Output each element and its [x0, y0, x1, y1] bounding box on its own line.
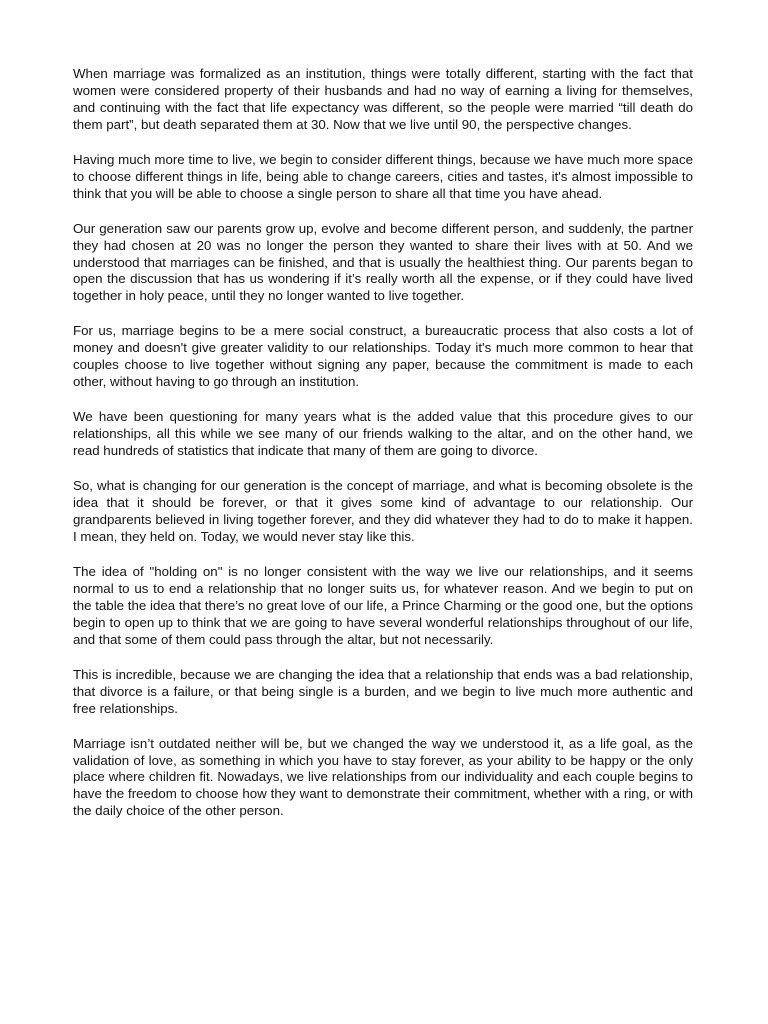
paragraph-3: Our generation saw our parents grow up, evolve and become different person, and suddenly, the partner they had chosen at 20 was no longer the person they wanted to share their lives with at 50. And we understood that marriages can be finished, and that is usually the healthiest thing. Our parents began to open the discussion that has us wondering if it’s really worth all the expense, or if they could have lived together in holy peace, until they no longer wanted to live together. — [73, 220, 693, 304]
paragraph-6: So, what is changing for our generation is the concept of marriage, and what is becoming obsolete is the idea that it should be forever, or that it gives some kind of advantage to our relationship. Our grandparents believed in living together forever, and they did whatever they had to do to make it happen. I mean, they held on. Today, we would never stay like this. — [73, 478, 693, 544]
paragraph-2: Having much more time to live, we begin to consider different things, because we have much more space to choose different things in life, being able to change careers, cities and tastes, it's almost impossible to think that you will be able to choose a single person to share all that time you have ahead. — [73, 151, 693, 201]
paragraph-8: This is incredible, because we are changing the idea that a relationship that ends was a bad relationship, that divorce is a failure, or that being single is a burden, and we begin to live much more authentic and free relationships. — [73, 666, 693, 716]
paragraph-5: We have been questioning for many years what is the added value that this procedure gives to our relationships, all this while we see many of our friends walking to the altar, and on the other hand, we read hundreds of statistics that indicate that many of them are going to divorce. — [73, 409, 693, 459]
paragraph-7: The idea of "holding on" is no longer consistent with the way we live our relationships, and it seems normal to us to end a relationship that no longer suits us, for whatever reason. And we begin to put on the table the idea that there’s no great love of our life, a Prince Charming or the good one, but the options begin to open up to think that we are going to have several wonderful relationships throughout of our life, and that some of them could pass through the altar, but not necessarily. — [73, 563, 693, 647]
paragraph-4: For us, marriage begins to be a mere social construct, a bureaucratic process that also costs a lot of money and doesn't give greater validity to our relationships. Today it's much more common to hear that couples choose to live together without signing any paper, because the commitment is made to each other, without having to go through an institution. — [73, 323, 693, 390]
document-body — [73, 66, 693, 838]
paragraph-1: When marriage was formalized as an institution, things were totally different, starting with the fact that women were considered property of their husbands and had no way of earning a living for themselves, and continuing with the fact that life expectancy was different, so the people were married “till death do them part”, but death separated them at 30. Now that we live until 90, the perspective changes. — [73, 66, 693, 132]
paragraph-9: Marriage isn’t outdated neither will be, but we changed the way we understood it, as a life goal, as the validation of love, as something in which you have to stay forever, as your ability to be happy or the only place where children fit. Nowadays, we live relationships from our individuality and each couple begins to have the freedom to choose how they want to demonstrate their commitment, whether with a ring, or with the daily choice of the other person. — [73, 735, 693, 819]
